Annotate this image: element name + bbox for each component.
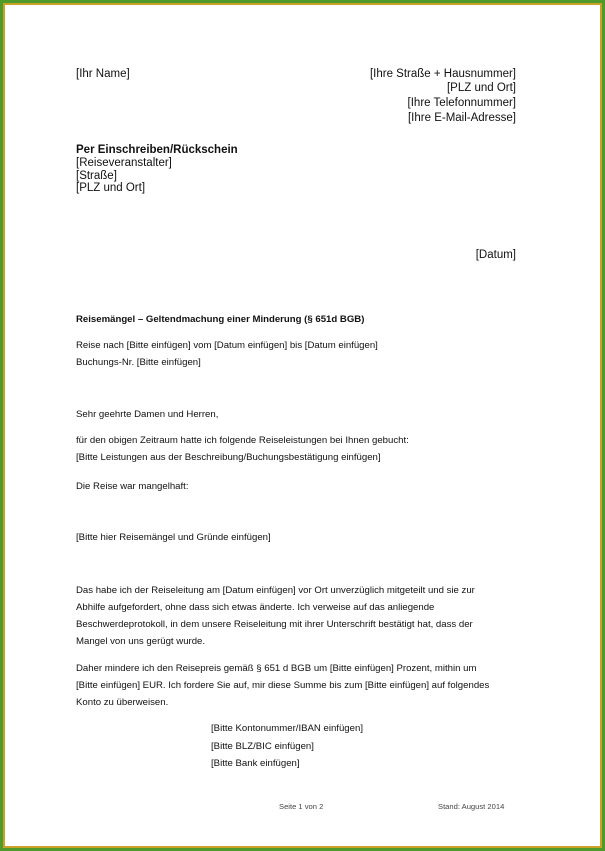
reference-line: Reise nach [Bitte einfügen] vom [Datum einfügen] bis [Datum einfügen]	[76, 340, 378, 351]
paragraph-defects-placeholder: [Bitte hier Reisemängel und Gründe einfügen]	[76, 532, 271, 543]
letter-page	[5, 5, 600, 846]
bank-name-line: [Bitte Bank einfügen]	[211, 758, 300, 769]
booking-number: Buchungs-Nr. [Bitte einfügen]	[76, 357, 201, 368]
paragraph-notice-line: Beschwerdeprotokoll, in dem unsere Reiseleitung mit ihrer Unterschrift bestätigt hat, dass der	[76, 619, 473, 630]
bank-code-line: [Bitte BLZ/BIC einfügen]	[211, 741, 314, 752]
recipient-street: [Straße]	[76, 170, 117, 182]
paragraph-notice-line: Das habe ich der Reiseleitung am [Datum einfügen] vor Ort unverzüglich mitgeteilt und sie zur	[76, 585, 475, 596]
paragraph-defective: Die Reise war mangelhaft:	[76, 481, 189, 492]
paragraph-reduction-line: Konto zu überweisen.	[76, 697, 169, 708]
sender-city: [PLZ und Ort]	[446, 82, 516, 94]
paragraph-notice-line: Mangel von uns gerügt wurde.	[76, 636, 206, 647]
sender-phone: [Ihre Telefonnummer]	[407, 97, 516, 109]
paragraph-notice-line: Abhilfe aufgefordert, ohne dass sich etwas änderte. Ich verweise auf das anliegende	[76, 602, 435, 613]
page-number: Seite 1 von 2	[279, 802, 324, 811]
recipient-company: [Reiseveranstalter]	[76, 157, 172, 169]
letter-date: [Datum]	[475, 249, 516, 261]
document-status: Stand: August 2014	[438, 802, 505, 811]
paragraph-reduction-line: Daher mindere ich den Reisepreis gemäß § 651 d BGB um [Bitte einfügen] Prozent, mithin um	[76, 663, 477, 674]
recipient-city: [PLZ und Ort]	[76, 182, 146, 194]
paragraph-services-placeholder: [Bitte Leistungen aus der Beschreibung/Buchungsbestätigung einfügen]	[76, 452, 381, 463]
sender-street: [Ihre Straße + Hausnummer]	[369, 68, 516, 80]
bank-account-line: [Bitte Kontonummer/IBAN einfügen]	[211, 723, 363, 734]
sender-name: [Ihr Name]	[76, 68, 130, 80]
sender-email: [Ihre E-Mail-Adresse]	[407, 112, 516, 124]
paragraph-services: für den obigen Zeitraum hatte ich folgende Reiseleistungen bei Ihnen gebucht:	[76, 435, 409, 446]
salutation: Sehr geehrte Damen und Herren,	[76, 409, 219, 420]
paragraph-reduction-line: [Bitte einfügen] EUR. Ich fordere Sie auf, mir diese Summe bis zum [Bitte einfügen] auf folgendes	[76, 680, 490, 691]
letter-subject: Reisemängel – Geltendmachung einer Minderung (§ 651d BGB)	[76, 314, 365, 325]
delivery-note: Per Einschreiben/Rückschein	[76, 144, 238, 156]
